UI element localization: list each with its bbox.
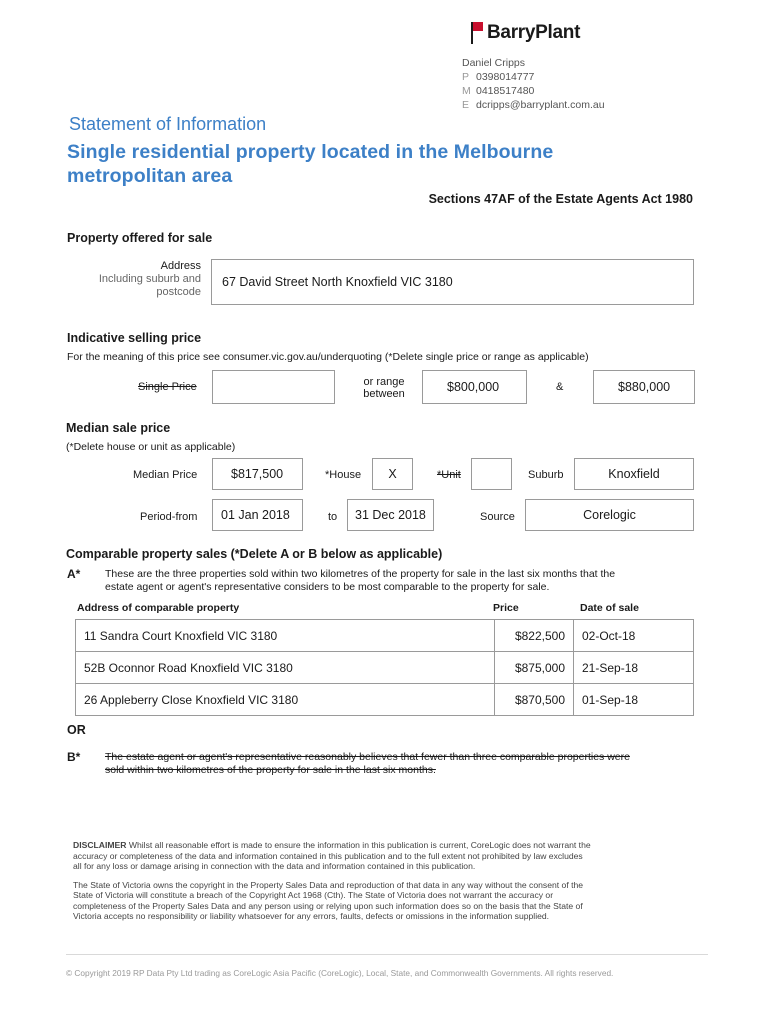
or-label: OR [67, 723, 86, 737]
median-price-field[interactable]: $817,500 [212, 458, 303, 490]
to-label: to [328, 511, 338, 523]
option-a-label: A* [67, 567, 81, 581]
comp-address[interactable]: 52B Oconnor Road Knoxfield VIC 3180 [76, 652, 495, 684]
price-heading: Indicative selling price [67, 331, 202, 345]
suburb-field[interactable]: Knoxfield [574, 458, 694, 490]
source-field[interactable]: Corelogic [525, 499, 694, 531]
comp-price[interactable]: $875,000 [495, 652, 574, 684]
median-note: (*Delete house or unit as applicable) [66, 441, 236, 453]
doc-subtitle: Statement of Information [69, 114, 267, 134]
property-heading: Property offered for sale [67, 231, 213, 245]
agent-name: Daniel Cripps [462, 57, 526, 69]
table-row [76, 620, 694, 652]
address-label: Address Including suburb and postcode [98, 260, 201, 298]
option-b-label: B* [67, 750, 81, 764]
doc-title: Single residential property located in the Melbourne metropolitan area [67, 141, 554, 187]
disclaimer: DISCLAIMER Whilst all reasonable effort is made to ensure the information in this publication is current, CoreLogic does not warrant the accuracy or completeness of the data and information contained in this publication and to the full extent not prohibited by law excludes all for any loss or damage arising in connection with the data and information contained in this publication. The State of Victoria owns the copyright in the Property Sales Data and reproduction of that data in any way without the consent of the State of Victoria will constitute a breach of the Copyright Act 1968 (Cth). The State of Victoria does not warrant the accuracy or completeness of the Property Sales Data and any person using or relying upon such information does so on the basis that the State of Victoria accepts no responsibility or liability whatsoever for any errors, faults, defects or omissions in the information supplied. [73, 840, 591, 921]
disclaimer-label: DISCLAIMER [73, 840, 127, 850]
period-from-label: Period-from [140, 511, 198, 523]
doc-act: Sections 47AF of the Estate Agents Act 1980 [428, 192, 693, 206]
address-field[interactable]: 67 David Street North Knoxfield VIC 3180 [211, 259, 694, 305]
col-price-header: Price [493, 602, 519, 614]
comp-price[interactable]: $822,500 [495, 620, 574, 652]
agent-email[interactable]: dcripps@barryplant.com.au [476, 99, 605, 111]
range-low-field[interactable]: $800,000 [422, 370, 527, 404]
col-address-header: Address of comparable property [77, 602, 240, 614]
comp-date[interactable]: 21-Sep-18 [574, 652, 694, 684]
flag-icon [470, 22, 483, 44]
suburb-label: Suburb [528, 469, 564, 481]
agent-mobile: 0418517480 [476, 85, 535, 97]
median-heading: Median sale price [66, 421, 171, 435]
single-price-label: Single Price [138, 381, 197, 393]
comp-price[interactable]: $870,500 [495, 684, 574, 716]
range-label: or range between [363, 376, 405, 400]
median-price-label: Median Price [133, 469, 198, 481]
brand-name: BarryPlant [487, 22, 581, 43]
option-a-text: These are the three properties sold within two kilometres of the property for sale in the last six months that the estate agent or agent's representative considers to be most comparable to the property for sale. [105, 568, 616, 593]
comparable-heading: Comparable property sales (*Delete A or B below as applicable) [66, 547, 443, 561]
col-date-header: Date of sale [580, 602, 639, 614]
table-row [76, 684, 694, 716]
ampersand: & [556, 381, 564, 393]
range-high-field[interactable]: $880,000 [593, 370, 695, 404]
period-from-field[interactable]: 01 Jan 2018 [212, 499, 303, 531]
comp-address[interactable]: 26 Appleberry Close Knoxfield VIC 3180 [76, 684, 495, 716]
comparable-table [75, 619, 694, 716]
single-price-field[interactable] [212, 370, 335, 404]
agent-phone: 0398014777 [476, 71, 535, 83]
unit-field[interactable] [471, 458, 512, 490]
footer-copyright: © Copyright 2019 RP Data Pty Ltd trading as CoreLogic Asia Pacific (CoreLogic), Local, State, and Commonwealth Governments. All rights reserved. [66, 968, 614, 978]
comp-address[interactable]: 11 Sandra Court Knoxfield VIC 3180 [76, 620, 495, 652]
comp-date[interactable]: 01-Sep-18 [574, 684, 694, 716]
agent-contact: Daniel Cripps P 0398014777 M 0418517480 E dcripps@barryplant.com.au [462, 57, 605, 111]
footer-divider [66, 954, 708, 955]
price-note: For the meaning of this price see consumer.vic.gov.au/underquoting (*Delete single price or range as applicable) [67, 351, 589, 363]
option-b-text: The estate agent or agent's representative reasonably believes that fewer than three comparable properties were sold within two kilometres of the property for sale in the last six months. [105, 751, 630, 776]
period-to-field[interactable]: 31 Dec 2018 [347, 499, 434, 531]
brand-logo [470, 22, 580, 44]
house-field[interactable]: X [372, 458, 413, 490]
table-row [76, 652, 694, 684]
source-label: Source [480, 511, 515, 523]
house-label: *House [325, 469, 362, 481]
comp-date[interactable]: 02-Oct-18 [574, 620, 694, 652]
unit-label: *Unit [437, 469, 461, 481]
